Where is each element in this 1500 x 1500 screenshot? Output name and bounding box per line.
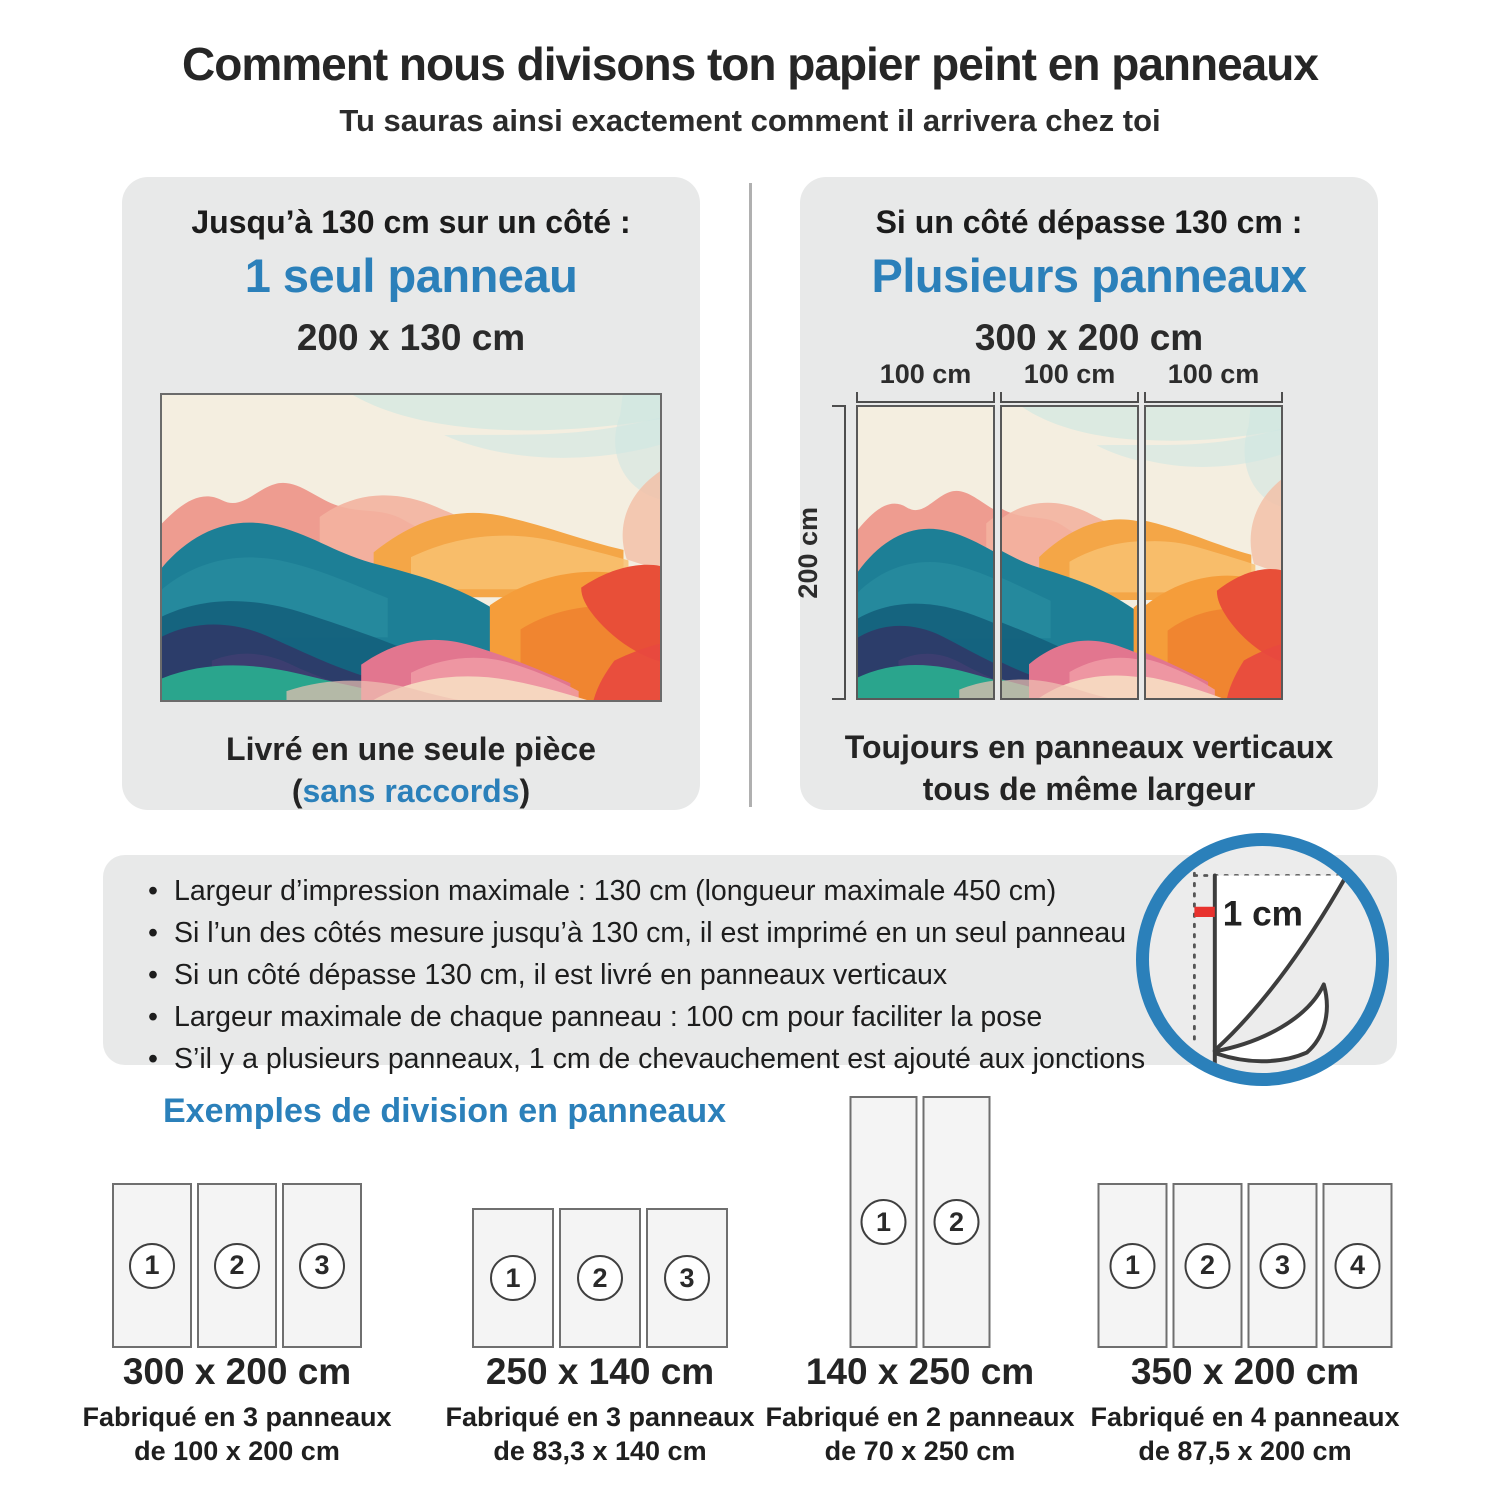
multi-panel-size: 300 x 200 cm [974,317,1204,358]
rule-item: • Largeur d’impression maximale : 130 cm (longueur maximale 450 cm) [148,870,1145,912]
width-measure-bracket [856,392,995,403]
example-description-line1: Fabriqué en 2 panneaux [765,1402,1075,1432]
wallpaper-panel-slice [1000,405,1139,700]
panel-number-badge: 2 [577,1255,623,1301]
panel-number-badge: 4 [1335,1243,1381,1289]
rule-item: • S’il y a plusieurs panneaux, 1 cm de chevauchement est ajouté aux jonctions [148,1038,1145,1080]
single-panel-size: 200 x 130 cm [296,317,526,358]
panel-width-label: 100 cm [1167,359,1260,389]
rule-item: • Si l’un des côtés mesure jusqu’à 130 cm, il est imprimé en un seul panneau [148,912,1145,954]
example-size: 350 x 200 cm [1130,1351,1360,1392]
example-size: 300 x 200 cm [122,1351,352,1392]
example-description-line1: Fabriqué en 4 panneaux [1090,1402,1400,1432]
panel-number-badge: 1 [1110,1243,1156,1289]
panel-number-badge: 3 [664,1255,710,1301]
panel-number-badge: 1 [861,1199,907,1245]
single-panel-card [122,177,700,810]
rule-item: • Si un côté dépasse 130 cm, il est livré en panneaux verticaux [148,954,1145,996]
single-panel-caption [122,728,700,812]
caption-paren-open: ( [291,773,303,809]
example-panel [559,1208,641,1348]
wallpaper-artwork [1146,407,1281,698]
example-description [32,1400,442,1468]
example-size: 140 x 250 cm [805,1351,1035,1392]
example-panel [1323,1183,1393,1348]
page-subtitle: Tu sauras ainsi exactement comment il arrivera chez toi [339,103,1161,138]
panel-number-badge: 2 [1185,1243,1231,1289]
caption-line2: tous de même largeur [922,771,1256,807]
page-curl-icon [1149,846,1376,1073]
multi-panel-caption [800,726,1378,810]
rules-list [148,870,1145,1080]
wallpaper-artwork [858,407,993,698]
example-panels [472,1208,728,1348]
example-panels [1098,1183,1393,1348]
example-panel [923,1096,991,1348]
example-description-line2: de 100 x 200 cm [134,1436,340,1466]
cards-divider [749,183,752,807]
example-panels [850,1096,991,1348]
example-description-line2: de 70 x 250 cm [824,1436,1016,1466]
multi-panel-condition: Si un côté dépasse 130 cm : [875,204,1303,240]
example-panel [197,1183,277,1348]
example-panel [646,1208,728,1348]
example-panel [1248,1183,1318,1348]
example-250x140 [440,1098,760,1472]
width-measure-bracket [1144,392,1283,403]
overlap-size-label: 1 cm [1222,894,1303,934]
example-description-line2: de 83,3 x 140 cm [493,1436,707,1466]
width-measure-bracket [1000,392,1139,403]
multi-panel-figure [792,359,1378,700]
single-panel-condition: Jusqu’à 130 cm sur un côté : [191,204,631,240]
wallpaper-panel-slice [1144,405,1283,700]
example-description-line1: Fabriqué en 3 panneaux [445,1402,755,1432]
wallpaper-preview-panels [856,405,1283,700]
example-size: 250 x 140 cm [485,1351,715,1392]
caption-line1: Toujours en panneaux verticaux [844,729,1334,765]
example-panels [112,1183,362,1348]
example-panel [850,1096,918,1348]
panel-number-badge: 1 [490,1255,536,1301]
panel-number-badge: 3 [299,1243,345,1289]
multi-panel-result: Plusieurs panneaux [871,249,1307,302]
caption-line1: Livré en une seule pièce [226,731,596,767]
panel-number-badge: 1 [129,1243,175,1289]
wallpaper-artwork [1002,407,1137,698]
panel-number-badge: 3 [1260,1243,1306,1289]
rule-item: • Largeur maximale de chaque panneau : 100 cm pour faciliter la pose [148,996,1145,1038]
example-description-line1: Fabriqué en 3 panneaux [82,1402,392,1432]
panel-width-label: 100 cm [879,359,972,389]
panel-height-label-wrap [786,405,830,700]
example-300x200 [77,1098,397,1472]
caption-paren-close: ) [519,773,531,809]
overlap-illustration-badge [1136,833,1389,1086]
single-panel-result: 1 seul panneau [244,249,578,302]
example-350x200 [1072,1098,1418,1472]
example-description [1027,1400,1463,1468]
panel-number-badge: 2 [934,1199,980,1245]
example-panel [1173,1183,1243,1348]
comparison-cards [122,177,1378,810]
panel-height-label: 200 cm [792,506,823,599]
example-panel [112,1183,192,1348]
example-panel [282,1183,362,1348]
examples-title: Exemples de division en panneaux [163,1092,727,1130]
page-title: Comment nous divisons ton papier peint en panneaux [182,38,1318,90]
panel-number-badge: 2 [214,1243,260,1289]
header [0,36,1500,140]
height-measure-bracket [832,405,846,700]
panel-width-label: 100 cm [1023,359,1116,389]
wallpaper-panel-slice [856,405,995,700]
example-description-line2: de 87,5 x 200 cm [1138,1436,1352,1466]
wallpaper-artwork [162,395,660,700]
caption-highlight: sans raccords [302,773,520,809]
example-panel [1098,1183,1168,1348]
example-panel [472,1208,554,1348]
multi-panel-card [792,177,1378,810]
wallpaper-preview-single [160,393,662,702]
